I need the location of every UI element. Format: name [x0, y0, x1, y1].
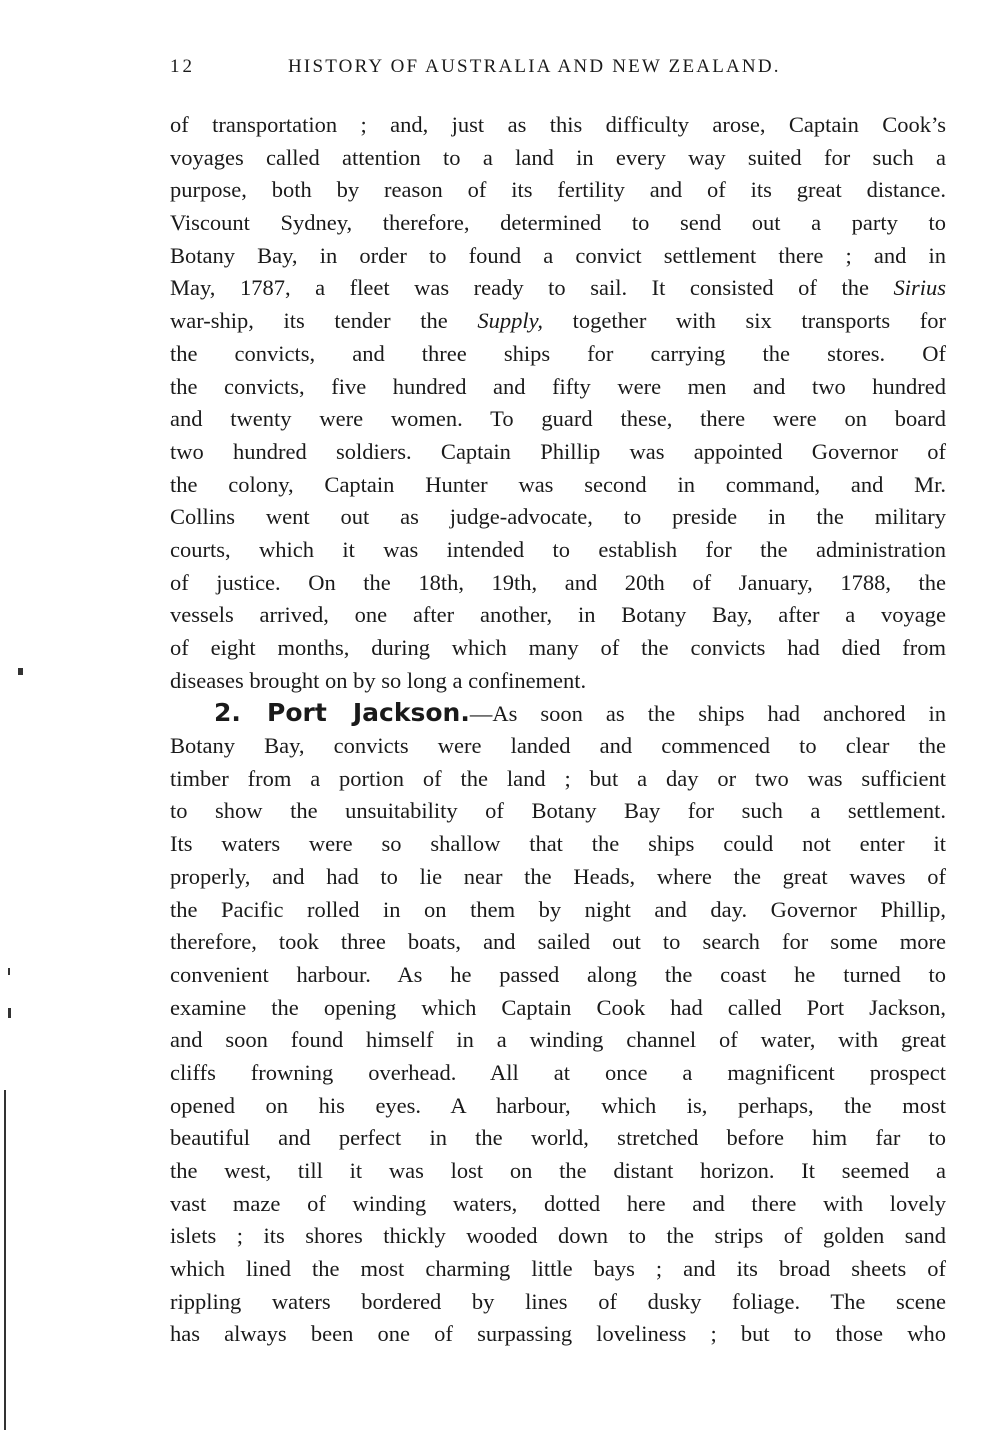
text-line: which lined the most charming little bays ; and its broad sheets of: [170, 1256, 946, 1282]
text-line: has always been one of surpassing loveliness ; but to those who: [170, 1321, 946, 1347]
text-fragment: war-ship, its tender the: [170, 308, 448, 334]
scan-mark: [8, 968, 10, 975]
paragraph-1: [170, 109, 946, 697]
running-title: HISTORY OF AUSTRALIA AND NEW ZEALAND.: [288, 56, 781, 77]
text-line: of transportation ; and, just as this difficulty arose, Captain Cook’s: [170, 112, 946, 137]
ship-name-sirius: Sirius: [893, 275, 947, 301]
text-line: Viscount Sydney, therefore, determined to send out a party to: [170, 210, 946, 236]
section-2-port-jackson: [170, 697, 946, 1351]
text-line: vast maze of winding waters, dotted here and there with lovely: [170, 1190, 946, 1216]
text-line: rippling waters bordered by lines of dusky foliage. The scene: [170, 1288, 946, 1314]
text-line: Collins went out as judge-advocate, to preside in the military: [170, 504, 946, 530]
text-line: of eight months, during which many of the convicts had died from: [170, 635, 946, 660]
text-line: beautiful and perfect in the world, stretched before him far to: [170, 1125, 946, 1151]
text-line: to show the unsuitability of Botany Bay for such a settlement.: [170, 798, 946, 824]
body-text: [170, 109, 946, 1351]
text-line: and soon found himself in a winding channel of water, with great: [170, 1027, 946, 1053]
text-line: the west, till it was lost on the distant horizon. It seemed a: [170, 1158, 946, 1183]
text-line: diseases brought on by so long a confinement.: [170, 667, 587, 693]
text-line: vessels arrived, one after another, in Botany Bay, after a voyage: [170, 602, 946, 628]
text-fragment: together with six transports for: [572, 308, 947, 334]
text-line: the convicts, and three ships for carrying the stores. Of: [170, 340, 946, 366]
page-header: [170, 56, 946, 86]
text-line: convenient harbour. As he passed along the coast he turned to: [170, 961, 946, 987]
text-line: Botany Bay, in order to found a convict settlement there ; and in: [170, 242, 946, 268]
text-line: properly, and had to lie near the Heads, where the great waves of: [170, 863, 946, 889]
text-line: and twenty were women. To guard these, there were on board: [170, 406, 946, 432]
text-line: islets ; its shores thickly wooded down to the strips of golden sand: [170, 1223, 946, 1249]
scan-mark: [8, 1008, 11, 1018]
text-line: examine the opening which Captain Cook had called Port Jackson,: [170, 994, 946, 1020]
text-line: purpose, both by reason of its fertility and of its great distance.: [170, 177, 946, 203]
text-line: cliffs frowning overhead. All at once a magnificent prospect: [170, 1059, 946, 1085]
text-line: the convicts, five hundred and fifty were men and two hundred: [170, 373, 946, 399]
binding-edge-line: [4, 1090, 6, 1430]
text-line: two hundred soldiers. Captain Phillip was appointed Governor of: [170, 438, 946, 464]
page-number: 12: [170, 56, 195, 77]
text-line: [170, 272, 946, 305]
text-line: therefore, took three boats, and sailed out to search for some more: [170, 929, 946, 955]
text-line: the Pacific rolled in on them by night and day. Governor Phillip,: [170, 896, 946, 922]
text-line: opened on his eyes. A harbour, which is, perhaps, the most: [170, 1092, 946, 1118]
ship-name-supply: Supply,: [477, 308, 543, 334]
text-line: Botany Bay, convicts were landed and commenced to clear the: [170, 733, 946, 759]
text-fragment: —As soon as the ships had anchored in: [469, 701, 946, 727]
text-line: Its waters were so shallow that the ships could not enter it: [170, 831, 946, 857]
text-line: voyages called attention to a land in every way suited for such a: [170, 144, 946, 170]
scan-mark: [18, 668, 23, 675]
text-line: [170, 305, 946, 338]
text-fragment: May, 1787, a fleet was ready to sail. It consisted of the: [170, 275, 869, 301]
text-line: [170, 697, 946, 730]
text-line: courts, which it was intended to establish for the administration: [170, 536, 946, 562]
section-heading: 2. Port Jackson.: [214, 698, 470, 728]
text-line: the colony, Captain Hunter was second in command, and Mr.: [170, 471, 946, 497]
text-line: of justice. On the 18th, 19th, and 20th of January, 1788, the: [170, 569, 946, 595]
text-line: timber from a portion of the land ; but a day or two was sufficient: [170, 765, 946, 791]
